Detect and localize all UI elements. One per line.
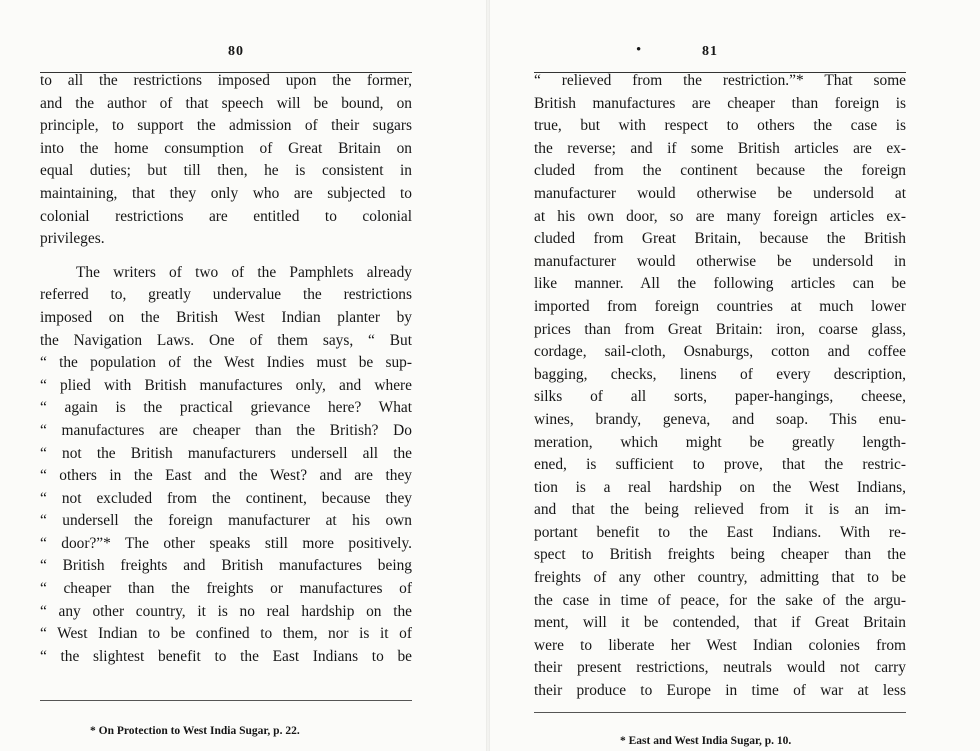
left-page [0,0,488,751]
text-line: manufacturer would otherwise be undersold in [534,252,906,270]
text-line: manufacturer would otherwise be undersold at [534,184,906,202]
text-line: tion is a real hardship on the West Indians, [534,478,906,496]
text-line: bagging, checks, linens of every description, [534,365,906,383]
text-line: “ undersell the foreign manufacturer at his own [40,512,412,530]
text-line: cluded from the continent because the foreign [534,162,906,180]
page-number: 81 [702,44,718,59]
text-line: to all the restrictions imposed upon the former, [40,72,412,89]
text-line: cordage, sail-cloth, Osnaburgs, cotton and coffee [534,343,906,361]
text-line: prices than from Great Britain: iron, coarse glass, [534,320,906,338]
right-page [490,0,980,751]
text-line: imported from foreign countries at much lower [534,297,906,315]
text-line: wines, brandy, geneva, and soap. This enu- [534,410,906,428]
text-line: ment, will it be contended, that if Great Britain [534,614,906,632]
text-line: “ British freights and British manufactures being [40,557,412,575]
text-line: the reverse; and if some British articles are ex- [534,139,906,157]
footnote: * East and West India Sugar, p. 10. [620,735,792,747]
text-line: ened, is sufficient to prove, that the restric- [534,456,906,474]
text-line: cluded from Great Britain, because the British [534,230,906,248]
text-line: portant benefit to the East Indians. With re- [534,523,906,541]
text-line: and that the being relieved from it is an im- [534,501,906,519]
footnote-rule [40,700,412,701]
text-line: into the home consumption of Great Britain on [40,139,412,157]
text-line: referred to, greatly undervalue the restrictions [40,286,412,304]
text-line: principle, to support the admission of their sugars [40,117,412,135]
text-line: “ the slightest benefit to the East Indians to be [40,647,412,665]
text-line: “ not the British manufacturers undersell all the [40,444,412,462]
text-line: “ manufactures are cheaper than the British? Do [40,421,412,439]
text-line: maintaining, that they only who are subjected to [40,184,412,202]
page-body [534,70,906,703]
text-line: their present restrictions, neutrals would not carry [534,659,906,677]
text-line: like manner. All the following articles can be [534,275,906,293]
text-line: equal duties; but till then, he is consistent in [40,162,412,180]
text-line: The writers of two of the Pamphlets already [76,263,412,281]
text-line: “ not excluded from the continent, because they [40,489,412,507]
text-line: colonial restrictions are entitled to colonial [40,207,412,225]
text-line: “ again is the practical grievance here? What [40,399,412,417]
text-line: at his own door, so are many foreign articles ex- [534,207,906,225]
text-line: and the author of that speech will be bound, on [40,94,412,112]
text-line: their produce to Europe in time of war at less [534,682,906,700]
page-body [40,70,412,668]
text-line: the case in time of peace, for the sake of the argu- [534,591,906,609]
text-line: silks of all sorts, paper-hangings, cheese, [534,388,906,406]
text-line: “ any other country, it is no real hardship on the [40,602,412,620]
text-line: freights of any other country, admitting that to be [534,569,906,587]
footnote: * On Protection to West India Sugar, p. 22. [90,725,300,737]
text-line: “ relieved from the restriction.”* That some [534,72,906,89]
text-line: “ plied with British manufactures only, and where [40,376,412,394]
text-line: spect to British freights being cheaper than the [534,546,906,564]
text-line: “ door?”* The other speaks still more positively. [40,534,412,552]
page-number: 80 [228,44,244,59]
text-line: meration, which might be greatly length- [534,433,906,451]
text-line: “ cheaper than the freights or manufactures of [40,580,412,598]
margin-mark: • [636,42,642,58]
text-line: privileges. [40,230,105,248]
text-line: British manufactures are cheaper than foreign is [534,94,906,112]
text-line: “ others in the East and the West? and are they [40,467,412,485]
text-line: were to liberate her West Indian colonies from [534,636,906,654]
text-line: imposed on the British West Indian planter by [40,308,412,326]
text-line: “ the population of the West Indies must be sup- [40,354,412,372]
text-line: true, but with respect to others the case is [534,117,906,135]
footnote-rule [534,712,906,713]
text-line: the Navigation Laws. One of them says, “ But [40,331,412,349]
text-line: “ West Indian to be confined to them, nor is it of [40,625,412,643]
